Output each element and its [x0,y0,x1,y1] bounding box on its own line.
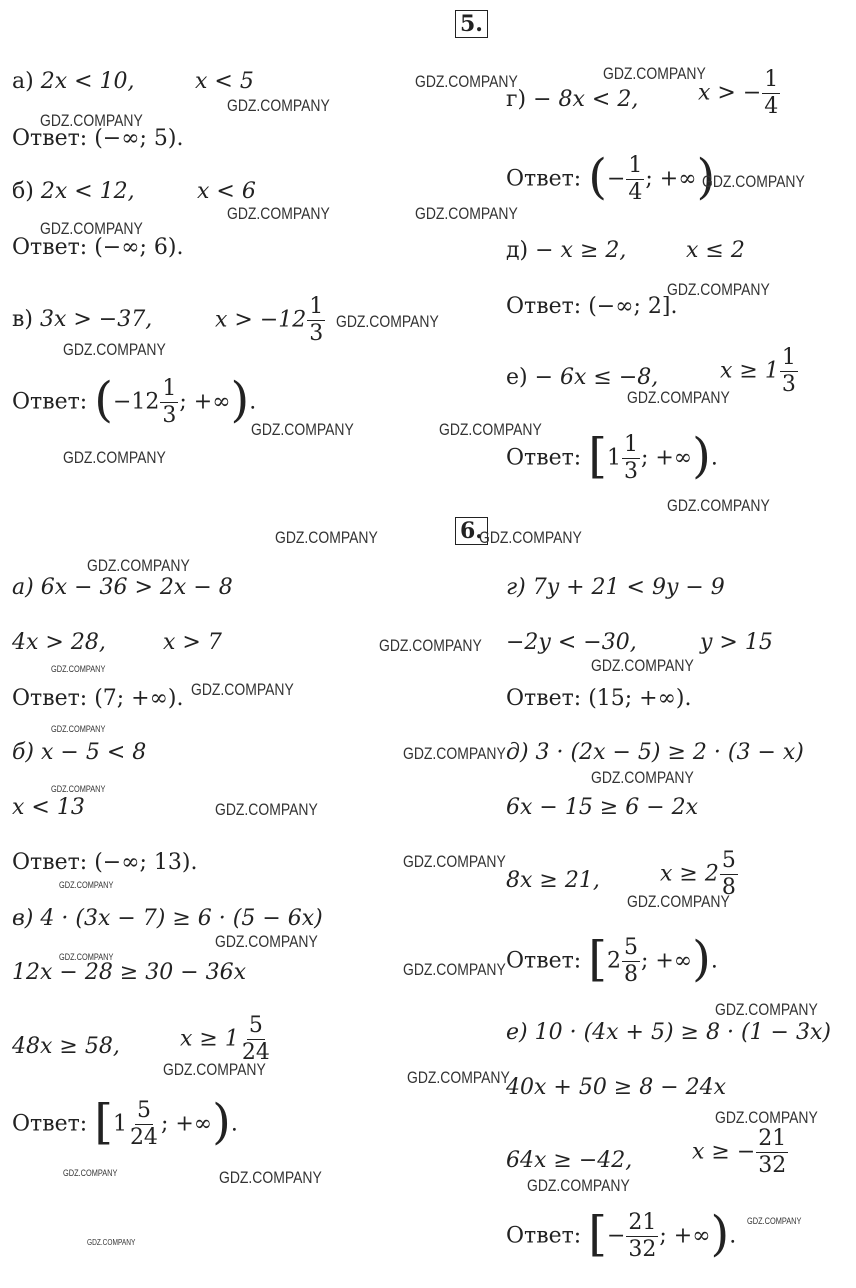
left-bracket: [ [94,1093,113,1150]
denominator: 3 [623,459,638,484]
task5-d-expr: − x ≥ 2, [535,238,627,263]
watermark: GDZ.COMPANY [715,1000,818,1019]
watermark: GDZ.COMPANY [40,111,143,130]
answer-label: Ответ: [12,389,95,415]
watermark: GDZ.COMPANY [603,64,706,83]
numerator: 21 [758,1126,787,1151]
answer-label: Ответ: [506,166,589,192]
task6-e-line3-result [692,1128,789,1177]
numerator: 1 [162,376,177,401]
watermark: GDZ.COMPANY [59,880,114,890]
watermark: GDZ.COMPANY [63,1168,118,1178]
task6-a-answer: Ответ: (7; +∞). [12,686,184,711]
task5-g-line [506,89,638,111]
numerator: 1 [764,67,779,92]
watermark: GDZ.COMPANY [51,784,106,794]
task6-d-line1: д) 3 · (2x − 5) ≥ 2 · (3 − x) [506,740,804,765]
watermark: GDZ.COMPANY [591,656,694,675]
watermark: GDZ.COMPANY [163,1060,266,1079]
denominator: 32 [758,1153,787,1178]
answer-end: . [710,948,718,974]
task5-g-label: г) [506,87,534,112]
watermark: GDZ.COMPANY [403,960,506,979]
denominator: 3 [162,403,177,428]
watermark: GDZ.COMPANY [227,96,330,115]
task6-e-answer [506,1205,737,1262]
task5-e-result [720,347,799,396]
watermark: GDZ.COMPANY [591,768,694,787]
task6-g-answer: Ответ: (15; +∞). [506,686,692,711]
task5-d-line [506,240,626,262]
watermark: GDZ.COMPANY [667,496,770,515]
answer-fraction [160,378,178,427]
watermark: GDZ.COMPANY [63,448,166,467]
watermark: GDZ.COMPANY [191,680,294,699]
task5-b-label: б) [12,179,41,204]
task6-d-answer [506,930,718,987]
answer-label: Ответ: [506,948,589,974]
watermark: GDZ.COMPANY [627,388,730,407]
task5-g-result-fraction [762,69,780,118]
watermark: GDZ.COMPANY [87,556,190,575]
task5-g-result [698,69,781,118]
numerator: 5 [136,1098,151,1123]
denominator: 8 [721,875,736,900]
task5-number: 5. [455,10,488,38]
answer-pre: 2 [606,948,621,974]
numerator: 1 [781,345,796,370]
task5-b-line [12,181,135,203]
task5-g-expr: − 8x < 2, [533,87,639,112]
watermark: GDZ.COMPANY [415,72,518,91]
task6-e-line2: 40x + 50 ≥ 8 − 24x [506,1075,727,1100]
denominator: 32 [628,1237,657,1262]
right-paren: ) [710,1205,730,1262]
numerator: 5 [623,935,638,960]
denominator: 4 [764,94,779,119]
answer-pre: − [606,1223,626,1249]
result-fraction [756,1128,788,1177]
task5-e-result-fraction [780,347,798,396]
task5-v-result-prefix: x > −12 [215,307,307,333]
left-bracket: [ [588,1205,607,1262]
answer-end: . [710,445,718,471]
numerator: 1 [628,153,643,178]
answer-end: . [230,1111,238,1137]
task5-d-answer: Ответ: (−∞; 2]. [506,294,678,319]
result-prefix: x ≥ − [692,1139,756,1165]
watermark: GDZ.COMPANY [407,1068,510,1087]
task6-e-line1: е) 10 · (4x + 5) ≥ 8 · (1 − 3x) [506,1020,831,1045]
answer-post: ; +∞ [645,166,697,192]
task6-b-line1: б) x − 5 < 8 [12,740,147,765]
task5-a-answer: Ответ: (−∞; 5). [12,126,184,151]
task5-a-expr: 2x < 10, [40,69,135,94]
task5-g-result-prefix: x > − [698,80,762,106]
answer-fraction [622,434,640,483]
answer-fraction [626,1212,658,1261]
answer-fraction [128,1100,160,1149]
task5-a-line [12,71,135,93]
task6-b-line2: x < 13 [12,795,85,820]
answer-post: ; +∞ [179,389,231,415]
left-paren: ( [94,371,113,428]
task5-e-expr: − 6x ≤ −8, [534,365,659,390]
task6-v-answer [12,1093,238,1150]
watermark: GDZ.COMPANY [439,420,542,439]
answer-post: ; +∞ [640,445,693,471]
denominator: 3 [781,372,796,397]
task5-v-label: в) [12,307,40,332]
answer-post: ; +∞ [659,1223,711,1249]
watermark: GDZ.COMPANY [527,1176,630,1195]
denominator: 24 [241,1040,270,1065]
left-paren: ( [588,148,607,205]
watermark: GDZ.COMPANY [702,172,805,191]
answer-label: Ответ: [506,445,589,471]
task6-d-line2: 6x − 15 ≥ 6 − 2x [506,795,699,820]
watermark: GDZ.COMPANY [215,932,318,951]
numerator: 1 [309,294,324,319]
task5-b-expr: 2x < 12, [40,179,135,204]
watermark: GDZ.COMPANY [747,1216,802,1226]
task6-number: 6. [455,517,488,545]
task5-d-label: д) [506,238,536,263]
task6-g-line2: −2y < −30, [506,630,637,655]
answer-label: Ответ: [506,1223,589,1249]
watermark: GDZ.COMPANY [87,1238,136,1247]
numerator: 1 [623,432,638,457]
task6-v-line1: в) 4 · (3x − 7) ≥ 6 · (5 − 6x) [12,906,323,931]
task5-v-answer [12,371,257,428]
answer-end: . [729,1223,737,1249]
answer-pre: − [606,166,626,192]
right-paren: ) [696,148,716,205]
task5-v-result-fraction [307,296,325,345]
answer-post: ; +∞ [640,948,693,974]
result-prefix: x ≥ 1 [180,1026,239,1052]
task5-e-label: е) [506,365,535,390]
task6-a-line1: а) 6x − 36 > 2x − 8 [12,575,233,600]
result-prefix: x ≥ 2 [660,861,719,887]
answer-end: . [249,389,257,415]
result-fraction [240,1015,272,1064]
task6-a-line2: 4x > 28, [12,630,106,655]
task5-a-label: а) [12,69,41,94]
task5-g-answer [506,148,716,205]
task5-b-result: x < 6 [197,179,256,204]
answer-post: ; +∞ [160,1111,213,1137]
denominator: 24 [129,1125,158,1150]
watermark: GDZ.COMPANY [63,340,166,359]
watermark: GDZ.COMPANY [51,724,106,734]
right-paren: ) [212,1093,231,1150]
answer-pre: −12 [112,389,160,415]
task5-d-result: x ≤ 2 [686,238,745,263]
numerator: 5 [248,1013,263,1038]
task5-v-result [215,296,326,345]
watermark: GDZ.COMPANY [715,1108,818,1127]
watermark: GDZ.COMPANY [479,528,582,547]
task5-e-result-prefix: x ≥ 1 [720,358,779,384]
task6-v-line2: 12x − 28 ≥ 30 − 36x [12,960,247,985]
watermark: GDZ.COMPANY [379,636,482,655]
denominator: 8 [623,962,638,987]
left-bracket: [ [588,427,607,484]
watermark: GDZ.COMPANY [275,528,378,547]
watermark: GDZ.COMPANY [251,420,354,439]
right-paren: ) [692,930,711,987]
denominator: 3 [309,321,324,346]
watermark: GDZ.COMPANY [227,204,330,223]
task6-g-line1: г) 7y + 21 < 9y − 9 [506,575,725,600]
answer-fraction [622,937,640,986]
watermark: GDZ.COMPANY [215,800,318,819]
task6-d-line3: 8x ≥ 21, [506,868,600,893]
left-bracket: [ [588,930,607,987]
answer-fraction [626,155,644,204]
task5-b-answer: Ответ: (−∞; 6). [12,235,184,260]
watermark: GDZ.COMPANY [40,219,143,238]
task6-g-line2-result: y > 15 [700,630,773,655]
watermark: GDZ.COMPANY [51,664,106,674]
right-paren: ) [692,427,711,484]
answer-pre: 1 [606,445,621,471]
watermark: GDZ.COMPANY [415,204,518,223]
watermark: GDZ.COMPANY [403,744,506,763]
task5-v-line [12,309,152,331]
task5-v-expr: 3x > −37, [39,307,153,332]
task5-e-line [506,367,658,389]
denominator: 4 [628,180,643,205]
task6-b-answer: Ответ: (−∞; 13). [12,850,198,875]
numerator: 5 [721,848,736,873]
task5-a-result: x < 5 [195,69,254,94]
watermark: GDZ.COMPANY [336,312,439,331]
task6-a-line2-result: x > 7 [163,630,222,655]
watermark: GDZ.COMPANY [219,1168,322,1187]
right-paren: ) [230,371,250,428]
task5-e-answer [506,427,718,484]
numerator: 21 [628,1210,657,1235]
task6-v-line3: 48x ≥ 58, [12,1034,120,1059]
answer-pre: 1 [112,1111,127,1137]
task6-v-line3-result [180,1015,273,1064]
watermark: GDZ.COMPANY [59,952,114,962]
answer-label: Ответ: [12,1111,95,1137]
watermark: GDZ.COMPANY [667,280,770,299]
watermark: GDZ.COMPANY [627,892,730,911]
task6-e-line3: 64x ≥ −42, [506,1148,633,1173]
watermark: GDZ.COMPANY [403,852,506,871]
